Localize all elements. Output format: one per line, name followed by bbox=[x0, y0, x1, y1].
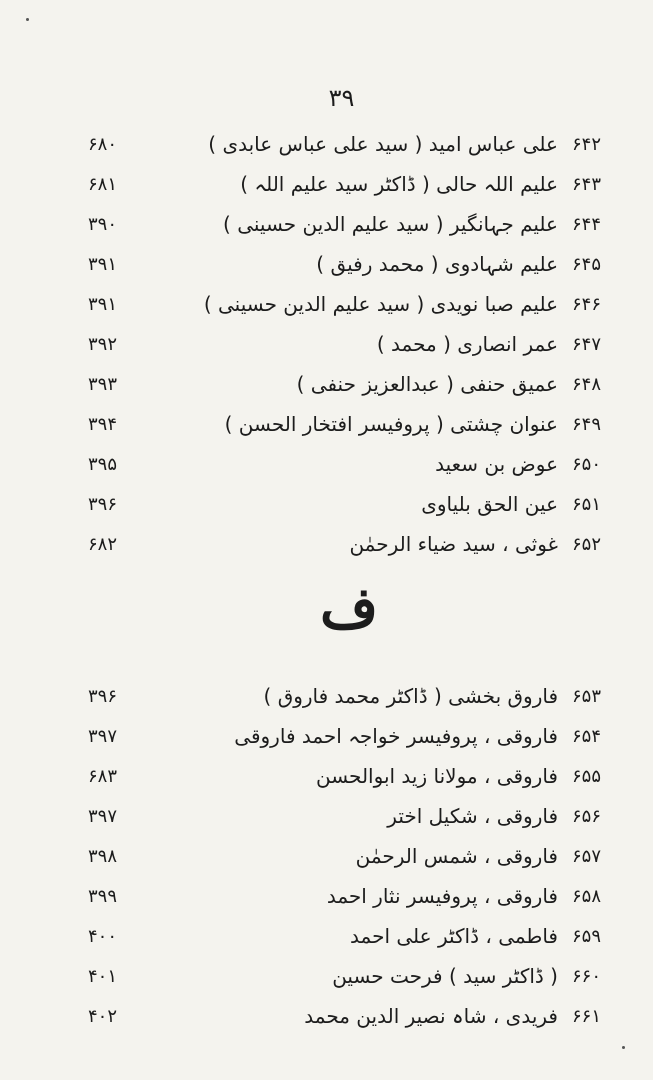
entry-page-ref: ۳۹۴ bbox=[88, 414, 118, 435]
index-row bbox=[0, 800, 653, 840]
entry-name: عین الحق بلیاوی bbox=[421, 492, 558, 516]
index-row bbox=[0, 288, 653, 328]
entry-serial: ۶۵۲ bbox=[572, 534, 602, 555]
entry-name: عمر انصاری ( محمد ) bbox=[376, 332, 558, 356]
entry-name: علی عباس امید ( سید علی عباس عابدی ) bbox=[208, 132, 558, 156]
index-row bbox=[0, 528, 653, 568]
entry-serial: ۶۵۰ bbox=[572, 454, 602, 475]
index-row bbox=[0, 960, 653, 1000]
index-row bbox=[0, 840, 653, 880]
index-row bbox=[0, 760, 653, 800]
index-row bbox=[0, 920, 653, 960]
entry-page-ref: ۳۹۵ bbox=[88, 454, 118, 475]
entry-page-ref: ۳۹۰ bbox=[88, 214, 118, 235]
entry-page-ref: ۶۸۰ bbox=[88, 134, 118, 155]
index-row bbox=[0, 368, 653, 408]
entry-serial: ۶۶۱ bbox=[572, 1006, 602, 1027]
entry-name: فاروق بخشی ( ڈاکٹر محمد فاروق ) bbox=[263, 684, 558, 708]
entry-name: غوثی ، سید ضیاء الرحمٰن bbox=[349, 532, 558, 556]
entry-serial: ۶۴۵ bbox=[572, 254, 602, 275]
index-row bbox=[0, 880, 653, 920]
entry-page-ref: ۴۰۰ bbox=[88, 926, 118, 947]
entry-page-ref: ۶۸۲ bbox=[88, 534, 118, 555]
entry-name: فاروقی ، شکیل اختر bbox=[387, 804, 558, 828]
entry-name: فریدی ، شاہ نصیر الدین محمد bbox=[304, 1004, 558, 1028]
entry-page-ref: ۴۰۱ bbox=[88, 966, 118, 987]
entry-serial: ۶۵۴ bbox=[572, 726, 602, 747]
section-letter-heading: ف bbox=[319, 575, 379, 641]
entry-page-ref: ۳۹۶ bbox=[88, 686, 118, 707]
entry-page-ref: ۳۹۱ bbox=[88, 294, 118, 315]
entry-name: فاروقی ، پروفیسر خواجہ احمد فاروقی bbox=[234, 724, 558, 748]
entry-serial: ۶۴۷ bbox=[572, 334, 602, 355]
entry-name: عمیق حنفی ( عبدالعزیز حنفی ) bbox=[296, 372, 558, 396]
entry-name: ( ڈاکٹر سید ) فرحت حسین bbox=[332, 964, 558, 988]
entry-serial: ۶۵۷ bbox=[572, 846, 602, 867]
entry-page-ref: ۶۸۳ bbox=[88, 766, 118, 787]
scan-speck bbox=[26, 18, 29, 21]
index-row bbox=[0, 168, 653, 208]
entry-serial: ۶۴۹ bbox=[572, 414, 602, 435]
entry-name: فاروقی ، پروفیسر نثار احمد bbox=[326, 884, 558, 908]
index-row bbox=[0, 488, 653, 528]
scan-speck bbox=[622, 1046, 625, 1049]
entry-serial: ۶۶۰ bbox=[572, 966, 602, 987]
entry-name: علیم جہانگیر ( سید علیم الدین حسینی ) bbox=[223, 212, 558, 236]
entry-serial: ۶۵۸ bbox=[572, 886, 602, 907]
index-row bbox=[0, 720, 653, 760]
entry-serial: ۶۵۱ bbox=[572, 494, 602, 515]
index-row bbox=[0, 1000, 653, 1040]
entry-page-ref: ۶۸۱ bbox=[88, 174, 118, 195]
entry-serial: ۶۴۳ bbox=[572, 174, 602, 195]
index-row bbox=[0, 680, 653, 720]
index-row bbox=[0, 328, 653, 368]
entry-page-ref: ۳۹۹ bbox=[88, 886, 118, 907]
entry-name: فاروقی ، مولانا زید ابوالحسن bbox=[315, 764, 558, 788]
entry-name: عنوان چشتی ( پروفیسر افتخار الحسن ) bbox=[224, 412, 558, 436]
index-row bbox=[0, 208, 653, 248]
index-row bbox=[0, 128, 653, 168]
index-list-before bbox=[0, 128, 653, 568]
entry-page-ref: ۳۹۸ bbox=[88, 846, 118, 867]
index-row bbox=[0, 448, 653, 488]
entry-name: علیم اللہ حالی ( ڈاکٹر سید علیم اللہ ) bbox=[240, 172, 558, 196]
page-number: ۳۹ bbox=[328, 84, 355, 112]
entry-name: عوض بن سعید bbox=[435, 452, 558, 476]
entry-page-ref: ۴۰۲ bbox=[88, 1006, 118, 1027]
entry-serial: ۶۵۶ bbox=[572, 806, 602, 827]
entry-page-ref: ۳۹۶ bbox=[88, 494, 118, 515]
index-list-after bbox=[0, 680, 653, 1040]
entry-serial: ۶۴۶ bbox=[572, 294, 602, 315]
entry-serial: ۶۴۸ bbox=[572, 374, 602, 395]
entry-serial: ۶۵۳ bbox=[572, 686, 602, 707]
entry-serial: ۶۵۵ bbox=[572, 766, 602, 787]
entry-name: فاروقی ، شمس الرحمٰن bbox=[355, 844, 558, 868]
index-row bbox=[0, 248, 653, 288]
entry-serial: ۶۴۲ bbox=[572, 134, 602, 155]
entry-serial: ۶۵۹ bbox=[572, 926, 602, 947]
entry-page-ref: ۳۹۷ bbox=[88, 806, 118, 827]
index-row bbox=[0, 408, 653, 448]
entry-page-ref: ۳۹۱ bbox=[88, 254, 118, 275]
entry-serial: ۶۴۴ bbox=[572, 214, 602, 235]
entry-name: فاطمی ، ڈاکٹر علی احمد bbox=[350, 924, 558, 948]
entry-page-ref: ۳۹۲ bbox=[88, 334, 118, 355]
entry-name: علیم شہادوی ( محمد رفیق ) bbox=[316, 252, 558, 276]
entry-page-ref: ۳۹۳ bbox=[88, 374, 118, 395]
entry-name: علیم صبا نویدی ( سید علیم الدین حسینی ) bbox=[203, 292, 558, 316]
entry-page-ref: ۳۹۷ bbox=[88, 726, 118, 747]
